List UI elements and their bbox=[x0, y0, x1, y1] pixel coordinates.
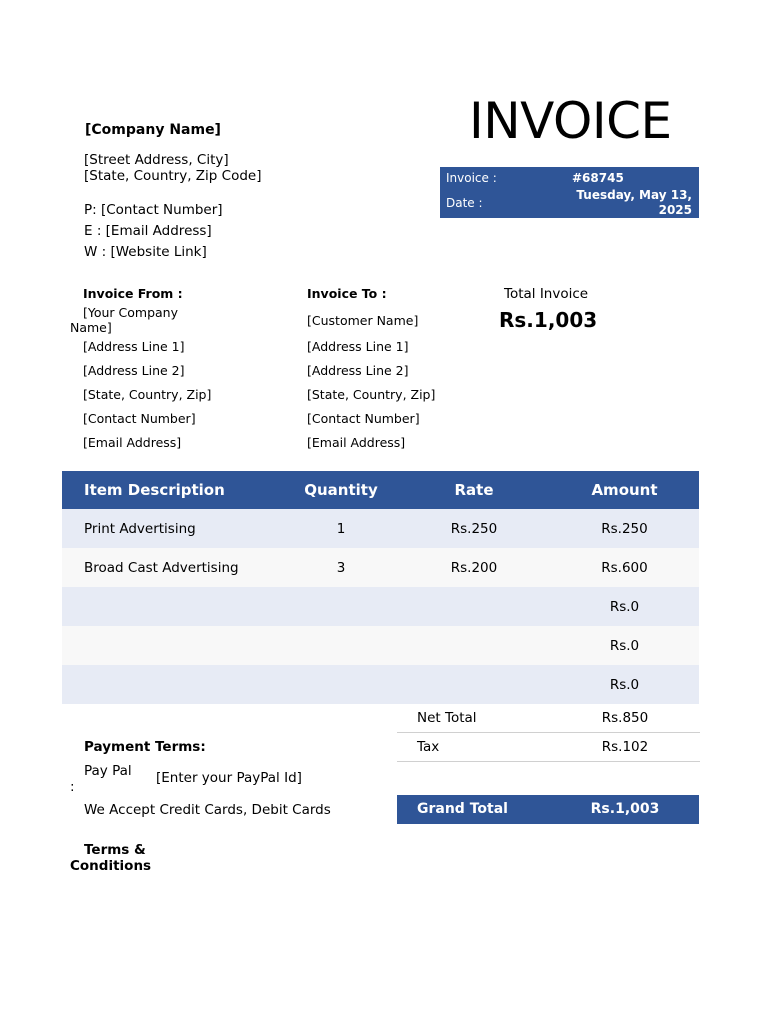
to-address-line-2: [Address Line 2] bbox=[307, 363, 409, 378]
to-email: [Email Address] bbox=[307, 435, 406, 450]
item-amount: Rs.0 bbox=[609, 676, 640, 693]
net-total-label: Net Total bbox=[417, 710, 477, 726]
table-row bbox=[62, 587, 699, 626]
divider bbox=[397, 732, 700, 733]
item-rate: Rs.200 bbox=[450, 559, 498, 576]
from-state: [State, Country, Zip] bbox=[83, 387, 212, 402]
header-amount: Amount bbox=[591, 481, 658, 499]
invoice-date-value: Tuesday, May 13, 2025 bbox=[576, 188, 692, 217]
item-amount: Rs.600 bbox=[601, 559, 648, 576]
table-row bbox=[62, 665, 699, 704]
divider bbox=[397, 761, 700, 762]
from-address-line-2: [Address Line 2] bbox=[83, 363, 185, 378]
item-amount: Rs.0 bbox=[609, 637, 640, 654]
total-invoice-label: Total Invoice bbox=[504, 286, 589, 302]
tax-value: Rs.102 bbox=[601, 739, 649, 755]
from-company-name: [Your Company Name] bbox=[70, 305, 179, 335]
item-rate: Rs.250 bbox=[450, 520, 498, 537]
item-amount: Rs.0 bbox=[609, 598, 640, 615]
table-row bbox=[62, 626, 699, 665]
invoice-date-label: Date : bbox=[446, 196, 483, 210]
grand-total-label: Grand Total bbox=[417, 801, 508, 817]
table-row bbox=[62, 509, 699, 548]
header-item-description: Item Description bbox=[84, 481, 225, 499]
company-email: E : [Email Address] bbox=[84, 223, 212, 239]
invoice-from-header: Invoice From : bbox=[83, 286, 183, 301]
invoice-title: INVOICE bbox=[469, 92, 672, 150]
from-address-line-1: [Address Line 1] bbox=[83, 339, 185, 354]
accepted-payments: We Accept Credit Cards, Debit Cards bbox=[84, 802, 331, 818]
grand-total-box bbox=[397, 795, 699, 824]
to-customer-name: [Customer Name] bbox=[307, 313, 419, 328]
from-contact: [Contact Number] bbox=[83, 411, 196, 426]
paypal-label: Pay Pal bbox=[84, 763, 132, 779]
invoice-meta-box bbox=[440, 167, 699, 218]
invoice-number-value: #68745 bbox=[572, 171, 624, 185]
header-quantity: Quantity bbox=[304, 481, 378, 499]
paypal-id-field[interactable]: [Enter your PayPal Id] bbox=[156, 770, 302, 786]
to-address-line-1: [Address Line 1] bbox=[307, 339, 409, 354]
grand-total-value: Rs.1,003 bbox=[590, 801, 660, 817]
payment-terms-header: Payment Terms: bbox=[84, 739, 206, 755]
company-website: W : [Website Link] bbox=[84, 244, 207, 260]
company-state: [State, Country, Zip Code] bbox=[84, 168, 262, 184]
company-phone: P: [Contact Number] bbox=[84, 202, 223, 218]
header-rate: Rate bbox=[454, 481, 494, 499]
from-email: [Email Address] bbox=[83, 435, 182, 450]
invoice-to-header: Invoice To : bbox=[307, 286, 387, 301]
item-quantity: 1 bbox=[336, 520, 346, 537]
paypal-colon: : bbox=[70, 779, 75, 795]
table-header-row bbox=[62, 471, 699, 509]
item-quantity: 3 bbox=[336, 559, 346, 576]
item-description: Print Advertising bbox=[84, 520, 196, 537]
to-contact: [Contact Number] bbox=[307, 411, 420, 426]
company-street: [Street Address, City] bbox=[84, 152, 229, 168]
invoice-number-label: Invoice : bbox=[446, 171, 497, 185]
table-row bbox=[62, 548, 699, 587]
items-table bbox=[62, 471, 699, 704]
tax-label: Tax bbox=[417, 739, 440, 755]
net-total-value: Rs.850 bbox=[601, 710, 649, 726]
terms-and-conditions: Terms & Conditions bbox=[70, 842, 152, 874]
to-state: [State, Country, Zip] bbox=[307, 387, 436, 402]
item-description: Broad Cast Advertising bbox=[84, 559, 239, 576]
total-invoice-value: Rs.1,003 bbox=[499, 308, 598, 332]
item-amount: Rs.250 bbox=[601, 520, 648, 537]
company-name: [Company Name] bbox=[85, 122, 221, 138]
